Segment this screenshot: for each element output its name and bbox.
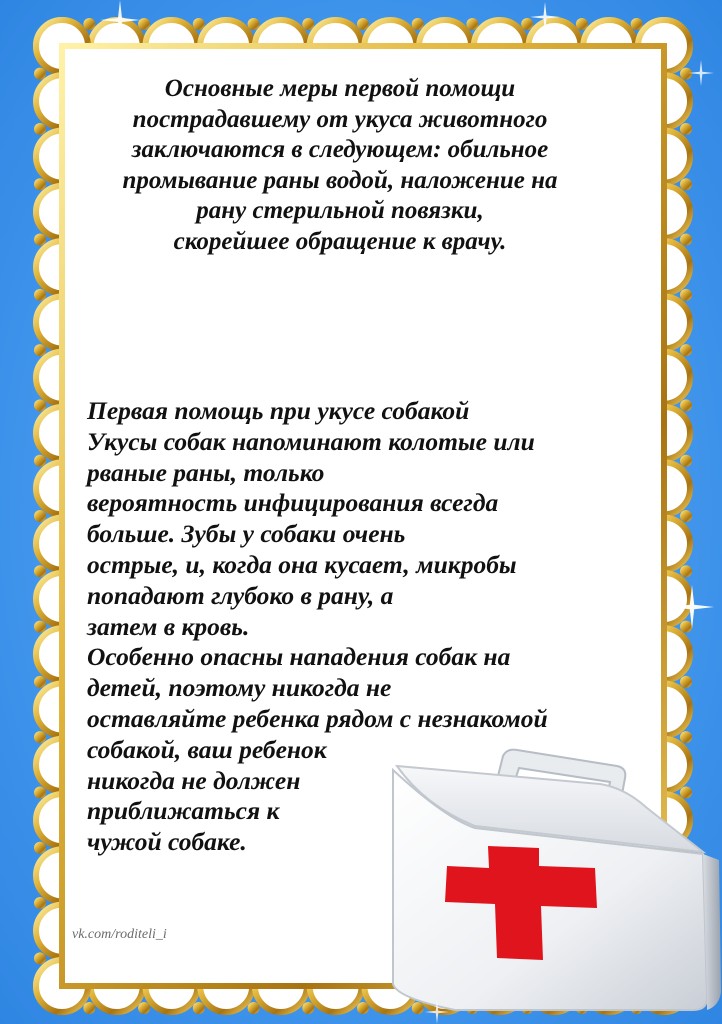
intro-line: рану стерильной повязки,: [196, 197, 484, 224]
section-line: затем в кровь.: [87, 611, 250, 641]
intro-line: промывание раны водой, наложение на: [122, 166, 558, 194]
intro-line: заключаются в следующем: обильное: [131, 136, 549, 163]
intro-line: скорейшее обращение к врачу.: [173, 227, 507, 255]
sparkle-icon: [530, 2, 560, 32]
section-line: острые, и, когда она кусает, микробы: [87, 549, 517, 579]
sparkle-icon: [100, 0, 140, 40]
section-line: оставляйте ребенка рядом с незнакомой: [87, 703, 548, 733]
section-line: никогда не должен: [87, 765, 301, 795]
section-line: вероятность инфицирования всегда: [87, 488, 499, 518]
intro-line: Основные меры первой помощи: [164, 75, 516, 102]
section-line: приближаться к: [87, 796, 280, 826]
section-line: рваные раны, только: [87, 457, 325, 487]
section-line: чужой собаке.: [87, 827, 247, 857]
sparkle-icon: [425, 1000, 449, 1024]
section-line: детей, поэтому никогда не: [87, 673, 392, 703]
section-line: попадают глубоко в рану, а: [87, 580, 394, 610]
section-line: Укусы собак напоминают колотые или: [87, 426, 535, 456]
source-credit: vk.com/roditeli_i: [72, 927, 167, 942]
section-heading: Первая помощь при укусе собакой: [87, 396, 470, 425]
sparkle-icon: [688, 60, 714, 86]
sparkle-icon: [670, 585, 714, 629]
section-line: Особенно опасны нападения собак на: [87, 642, 511, 672]
intro-line: пострадавшему от укуса животного: [132, 105, 548, 133]
first-aid-kit-icon: [385, 748, 722, 1024]
section-line: собакой, ваш ребенок: [87, 734, 327, 764]
section-line: больше. Зубы у собаки очень: [87, 519, 406, 549]
intro-paragraph: [80, 74, 600, 257]
